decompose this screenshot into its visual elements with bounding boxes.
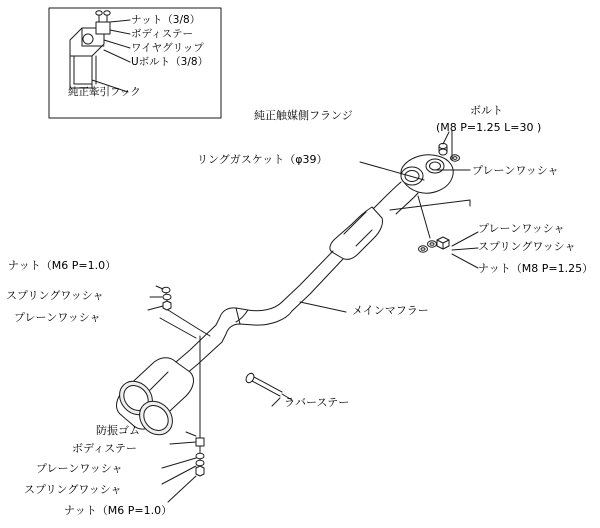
label-ring-gasket: リングガスケット（φ39）: [197, 153, 328, 166]
label-spring-washer-left: スプリングワッシャ: [6, 289, 104, 302]
label-plain-washer-top: プレーンワッシャ: [472, 164, 559, 177]
inset-item-wire-grip-label: ワイヤグリップ: [131, 42, 204, 54]
label-plain-washer-right: プレーンワッシャ: [478, 222, 565, 235]
label-rubber-stay: ラバーステー: [284, 396, 350, 409]
label-bolt-spec: (M8 P=1.25 L=30 ): [436, 121, 542, 134]
inset-item-u-bolt-label: Uボルト（3/8）: [131, 56, 209, 68]
label-nut-bottom: ナット（M6 P=1.0）: [64, 504, 173, 517]
label-nut-left: ナット（M6 P=1.0）: [8, 259, 117, 272]
inset-item-nut-label: ナット（3/8）: [131, 14, 201, 26]
label-nut-right: ナット（M8 P=1.25）: [478, 262, 594, 275]
inset-item-body-stay-label: ボディステー: [131, 28, 193, 40]
label-plain-washer-left: プレーンワッシャ: [14, 311, 101, 324]
label-main-muffler: メインマフラー: [352, 304, 429, 317]
label-bolt: ボルト: [470, 104, 503, 117]
inset-caption-tow-hook: 純正牽引フック: [68, 86, 141, 98]
label-vibration-rubber: 防振ゴム: [96, 424, 140, 437]
label-body-stay-bottom: ボディステー: [72, 442, 137, 455]
label-spring-washer-bottom: スプリングワッシャ: [24, 483, 122, 496]
label-catalyst-flange: 純正触媒側フランジ: [254, 109, 353, 122]
label-plain-washer-bottom: プレーンワッシャ: [36, 462, 123, 475]
label-spring-washer-right: スプリングワッシャ: [478, 240, 576, 253]
